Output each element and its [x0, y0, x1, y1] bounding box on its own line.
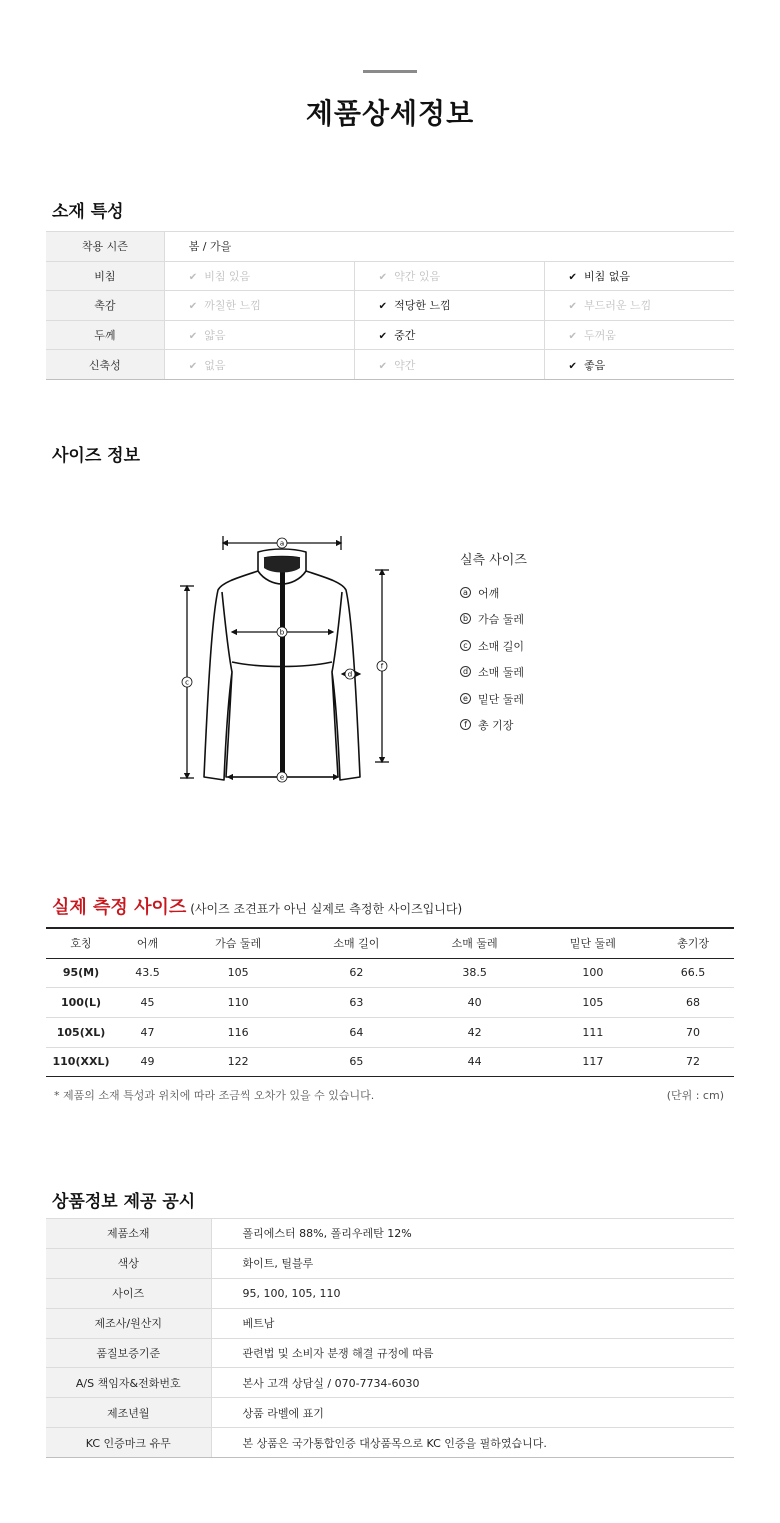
- label-d: [345, 669, 355, 679]
- column-header: 소매 둘레: [415, 928, 533, 958]
- option-text: 적당한 느낌: [394, 299, 451, 313]
- table-cell: 111: [534, 1017, 652, 1047]
- option: [544, 291, 734, 321]
- size-label: 95(M): [46, 958, 116, 988]
- table-row: [46, 1248, 734, 1278]
- svg-text:c: c: [185, 678, 189, 687]
- option: [354, 320, 544, 350]
- size-section-title: 사이즈 정보: [52, 446, 141, 466]
- label-b: [277, 627, 287, 637]
- option-text: 두꺼움: [584, 329, 616, 343]
- legend-mark: e: [460, 693, 471, 704]
- material-row-stretch: [46, 350, 734, 380]
- size-label: 105(XL): [46, 1017, 116, 1047]
- info-value: 본 상품은 국가통합인증 대상품목으로 KC 인증을 필하였습니다.: [211, 1428, 734, 1458]
- size-label: 110(XXL): [46, 1047, 116, 1077]
- info-value: 95, 100, 105, 110: [211, 1278, 734, 1308]
- info-value: 본사 고객 상담실 / 070-7734-6030: [211, 1368, 734, 1398]
- size-table: [46, 927, 734, 1077]
- check-icon: ✔: [568, 301, 577, 313]
- table-row: [46, 958, 734, 988]
- material-table: [46, 231, 734, 380]
- table-cell: 66.5: [652, 958, 734, 988]
- column-header: 밑단 둘레: [534, 928, 652, 958]
- column-header: 가슴 둘레: [179, 928, 297, 958]
- size-label: 100(L): [46, 988, 116, 1018]
- table-cell: 105: [179, 958, 297, 988]
- material-section-title: 소재 특성: [52, 202, 124, 222]
- season-row: [46, 232, 734, 262]
- legend-mark: c: [460, 640, 471, 651]
- check-icon: ✔: [378, 301, 387, 313]
- table-cell: 47: [116, 1017, 179, 1047]
- info-label: 사이즈: [46, 1278, 211, 1308]
- legend-item: [460, 717, 524, 743]
- measurement-note: * 제품의 소재 특성과 위치에 따라 조금씩 오차가 있을 수 있습니다.: [54, 1089, 375, 1102]
- zipper: [280, 564, 285, 776]
- option: [354, 350, 544, 380]
- product-info-title: 상품정보 제공 공시: [52, 1192, 196, 1212]
- svg-text:e: e: [279, 773, 285, 782]
- table-row: [46, 1219, 734, 1249]
- table-cell: 49: [116, 1047, 179, 1077]
- column-header: 총기장: [652, 928, 734, 958]
- svg-text:d: d: [347, 670, 353, 679]
- legend-item: [460, 585, 524, 611]
- table-cell: 38.5: [415, 958, 533, 988]
- svg-text:f: f: [380, 662, 384, 671]
- check-icon: ✔: [568, 331, 577, 343]
- material-row-transparency: [46, 261, 734, 291]
- option: [544, 261, 734, 291]
- option: [164, 261, 354, 291]
- info-label: KC 인증마크 유무: [46, 1428, 211, 1458]
- option: [164, 320, 354, 350]
- option: [354, 291, 544, 321]
- measurement-title-main: 실제 측정 사이즈: [52, 897, 187, 918]
- table-cell: 110: [179, 988, 297, 1018]
- table-cell: 105: [534, 988, 652, 1018]
- table-row: [46, 1278, 734, 1308]
- option-text: 얇음: [204, 329, 226, 343]
- measurement-subtitle: (사이즈 조견표가 아닌 실제로 측정한 사이즈입니다): [190, 902, 463, 916]
- check-icon: ✔: [188, 360, 198, 372]
- table-cell: 44: [415, 1047, 533, 1077]
- row-label: 신축성: [46, 350, 164, 380]
- info-label: 제품소재: [46, 1219, 211, 1249]
- season-value: 봄 / 가을: [164, 232, 734, 262]
- label-c: [182, 677, 192, 687]
- table-row: [46, 1398, 734, 1428]
- legend-text: 총 기장: [478, 718, 514, 732]
- measurement-title: [52, 893, 462, 919]
- option-text: 좋음: [584, 358, 606, 372]
- option: [164, 350, 354, 380]
- row-label: 비침: [46, 261, 164, 291]
- table-cell: 42: [415, 1017, 533, 1047]
- table-cell: 63: [297, 988, 415, 1018]
- column-header: 소매 길이: [297, 928, 415, 958]
- table-row: [46, 1017, 734, 1047]
- legend-item: [460, 611, 524, 637]
- option-text: 없음: [204, 358, 226, 372]
- material-row-thickness: [46, 320, 734, 350]
- check-icon: ✔: [378, 331, 387, 343]
- title-divider: [363, 70, 417, 73]
- option-text: 약간 있음: [394, 269, 441, 283]
- column-header: 어깨: [116, 928, 179, 958]
- info-label: 제조년월: [46, 1398, 211, 1428]
- column-header: 호칭: [46, 928, 116, 958]
- legend-text: 소매 길이: [478, 639, 525, 653]
- table-cell: 72: [652, 1047, 734, 1077]
- row-label: 촉감: [46, 291, 164, 321]
- material-row-touch: [46, 291, 734, 321]
- option-text: 중간: [394, 329, 416, 343]
- table-row: [46, 1428, 734, 1458]
- legend-text: 소매 둘레: [478, 666, 525, 680]
- legend-text: 어깨: [478, 587, 500, 600]
- info-label: 색상: [46, 1248, 211, 1278]
- svg-text:b: b: [279, 628, 285, 637]
- info-value: 관련법 및 소비자 분쟁 해결 규정에 따름: [211, 1338, 734, 1368]
- legend-title: 실측 사이즈: [460, 553, 527, 568]
- table-cell: 68: [652, 988, 734, 1018]
- check-icon: ✔: [188, 331, 198, 343]
- table-cell: 45: [116, 988, 179, 1018]
- option-text: 까칠한 느낌: [204, 299, 261, 313]
- label-f: [377, 661, 387, 671]
- row-label: 두께: [46, 320, 164, 350]
- svg-text:a: a: [279, 539, 285, 548]
- legend-text: 가슴 둘레: [478, 613, 525, 627]
- label-e: [277, 772, 287, 782]
- legend-item: [460, 664, 524, 690]
- check-icon: ✔: [568, 271, 577, 283]
- legend-item: [460, 638, 524, 664]
- check-icon: ✔: [378, 271, 387, 283]
- legend-mark: a: [460, 587, 471, 598]
- legend-text: 밑단 둘레: [478, 692, 525, 706]
- info-label: 제조사/원산지: [46, 1308, 211, 1338]
- legend-mark: d: [460, 666, 471, 677]
- option: [164, 291, 354, 321]
- info-value: 베트남: [211, 1308, 734, 1338]
- option-text: 부드러운 느낌: [584, 299, 652, 313]
- table-row: [46, 1338, 734, 1368]
- label-a: [277, 538, 287, 548]
- size-table-header: [46, 928, 734, 958]
- measurement-unit: (단위 : cm): [666, 1089, 724, 1102]
- table-row: [46, 1308, 734, 1338]
- info-value: 상품 라벨에 표기: [211, 1398, 734, 1428]
- table-cell: 62: [297, 958, 415, 988]
- table-row: [46, 1047, 734, 1077]
- table-cell: 70: [652, 1017, 734, 1047]
- legend-mark: b: [460, 613, 471, 624]
- legend-item: [460, 691, 524, 717]
- jacket-size-diagram: [160, 522, 410, 797]
- collar-inner: [264, 557, 300, 573]
- table-cell: 43.5: [116, 958, 179, 988]
- check-icon: ✔: [378, 360, 387, 372]
- table-cell: 65: [297, 1047, 415, 1077]
- table-row: [46, 988, 734, 1018]
- table-cell: 122: [179, 1047, 297, 1077]
- check-icon: ✔: [188, 271, 198, 283]
- check-icon: ✔: [188, 301, 198, 313]
- table-row: [46, 1368, 734, 1398]
- option: [544, 350, 734, 380]
- info-value: 폴리에스터 88%, 폴리우레탄 12%: [211, 1219, 734, 1249]
- option: [544, 320, 734, 350]
- info-value: 화이트, 틸블루: [211, 1248, 734, 1278]
- table-cell: 64: [297, 1017, 415, 1047]
- table-cell: 40: [415, 988, 533, 1018]
- table-cell: 116: [179, 1017, 297, 1047]
- info-label: 품질보증기준: [46, 1338, 211, 1368]
- option-text: 비침 없음: [584, 269, 631, 283]
- check-icon: ✔: [568, 360, 577, 372]
- legend-mark: f: [460, 719, 471, 730]
- size-legend: [460, 585, 524, 743]
- option: [354, 261, 544, 291]
- season-label: 착용 시즌: [46, 232, 164, 262]
- option-text: 약간: [394, 358, 416, 372]
- page-title: 제품상세정보: [305, 97, 475, 130]
- table-cell: 100: [534, 958, 652, 988]
- info-label: A/S 책임자&전화번호: [46, 1368, 211, 1398]
- product-info-table: [46, 1218, 734, 1458]
- table-cell: 117: [534, 1047, 652, 1077]
- option-text: 비침 있음: [204, 269, 251, 283]
